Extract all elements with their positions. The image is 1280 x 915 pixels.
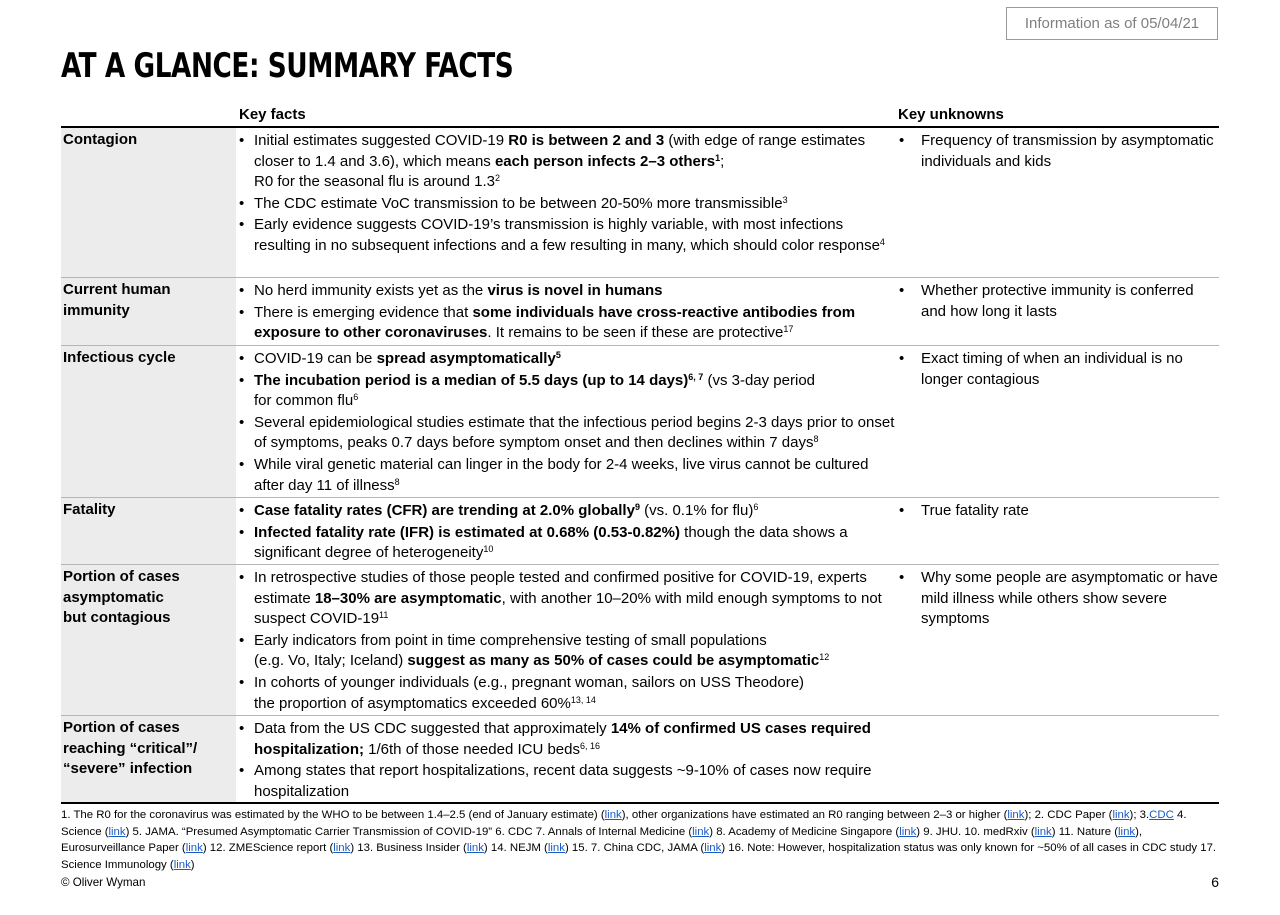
key-facts-cell (239, 568, 899, 715)
source-link[interactable]: link (1034, 825, 1052, 838)
source-link[interactable]: link (1007, 809, 1025, 821)
row-category-label: Fatality (63, 501, 116, 518)
source-link[interactable]: link (704, 842, 722, 855)
source-link[interactable]: link (333, 842, 351, 855)
source-link[interactable]: link (604, 809, 622, 821)
table-row-asymptomatic (61, 565, 1219, 716)
page-number: 6 (1211, 874, 1219, 890)
unknown-bullet: • Frequency of transmission by asymptomatic individuals and kids (898, 131, 1218, 172)
row-category-label: Portion of cases (63, 568, 180, 585)
key-facts-cell (239, 719, 899, 803)
fact-bullet: • Initial estimates suggested COVID-19 R0 is between 2 and 3 (with edge of range estimates closer to 1.4 and 3.6), which means each person infects 2–3 others$^1$; R0 for the seasonal flu is around $1.3^2$ (239, 131, 899, 193)
fact-bullet: • No herd immunity exists yet as the virus is novel in humans (239, 281, 899, 302)
fact-bullet: • Case fatality rates (CFR) are trending at 2.0% globally$^9$ (vs. 0.1% for flu)$^6$ (239, 501, 899, 522)
row-category (61, 346, 236, 497)
key-unknowns-cell (898, 501, 1218, 523)
key-unknowns-cell (898, 281, 1218, 323)
key-facts-cell (239, 501, 899, 565)
row-category (61, 716, 236, 802)
source-link[interactable]: link (1118, 825, 1136, 838)
row-category (61, 565, 236, 715)
fact-bullet: • In retrospective studies of those people tested and confirmed positive for COVID-19, experts estimate 18–30% are asymptomatic, with another 10–20% with mild enough symptoms to not suspect COVID-$19^{11}$ (239, 568, 899, 630)
source-link[interactable]: link (173, 858, 191, 871)
key-unknowns-cell (898, 349, 1218, 391)
fact-bullet: • The incubation period is a median of 5.5 days (up to 14 days)$^{6, 7}$ (vs 3-day period for common flu$^6$ (239, 371, 899, 412)
footnotes: 1. The R0 for the coronavirus was estimated by the WHO to be between 1.4–2.5 (end of January estimate) (link), other organizations have estimated an R0 ranging between 2–3 or higher (link); 2. CDC Paper (link); 3.CDC 4. Science (link) 5. JAMA. “Presumed Asymptomatic Carrier Transmission of COVID-19” 6. CDC 7. Annals of Internal Medicine (link) 8. Academy of Medicine Singapore (link) 9. JHU. 10. medRxiv (link) 11. Nature (link), Eurosurveillance Paper (link) 12. ZMEScience report (link) 13. Business Insider (link) 14. NEJM (link) 15. 7. China CDC, JAMA (link) 16. Note: However, hospitalization status was only known for ~50% of all cases in CDC study 17. Science Immunology (link) (61, 809, 1217, 871)
fact-bullet: • While viral genetic material can linger in the body for 2-4 weeks, live virus cannot be cultured after day 11 of illness$^8$ (239, 455, 899, 496)
row-category-label: “severe” infection (63, 760, 193, 778)
source-link[interactable]: link (466, 842, 484, 855)
fact-bullet: • Early indicators from point in time comprehensive testing of small populations (e.g. Vo, Italy; Iceland) suggest as many as 50% of cases could be asymptomatic$^{12}$ (239, 631, 899, 672)
information-date-label: Information as of 05/04/21 (1024, 15, 1200, 32)
summary-table (61, 128, 1219, 804)
table-row-critical-severe (61, 716, 1219, 804)
key-facts-cell (239, 281, 899, 345)
source-link[interactable]: link (108, 825, 126, 838)
source-link[interactable]: link (899, 825, 917, 838)
row-category-label: reaching “critical”/ (63, 739, 198, 757)
source-link[interactable]: link (547, 842, 565, 855)
source-link[interactable]: link (185, 842, 203, 855)
fact-bullet: • The CDC estimate VoC transmission to be between 20-50% more transmissible$^3$ (239, 194, 899, 215)
row-category-label: Infectious cycle (63, 349, 176, 366)
row-category-label: immunity (63, 301, 130, 319)
row-category-label: Contagion (63, 131, 138, 148)
fact-bullet: • COVID-19 can be spread asymptomatically$^5$ (239, 349, 899, 370)
fact-bullet: • There is emerging evidence that some individuals have cross-reactive antibodies from exposure to other coronaviruses. It remains to be seen if these are protective$^{17}$ (239, 303, 899, 344)
source-link[interactable]: link (692, 825, 710, 838)
fact-bullet: • Data from the US CDC suggested that approximately 14% of confirmed US cases required hospitalization; 1/6th of those needed ICU beds$^{6, 16}$ (239, 719, 899, 760)
row-category (61, 128, 236, 277)
row-category (61, 498, 236, 564)
key-facts-cell (239, 131, 899, 258)
key-facts-header: Key facts (239, 106, 306, 123)
row-category-label: but contagious (63, 609, 171, 627)
key-unknowns-cell (898, 568, 1218, 631)
copyright: © Oliver Wyman (61, 876, 146, 889)
fact-bullet: • Infected fatality rate (IFR) is estimated at 0.68% (0.53-0.82%) though the data shows a significant degree of heterogeneity$^{10}$ (239, 523, 899, 564)
key-unknowns-cell (898, 131, 1218, 173)
row-category (61, 278, 236, 345)
fact-bullet: • Early evidence suggests COVID-19’s transmission is highly variable, with most infections resulting in no subsequent infections and a few resulting in many, which should color response$^4$ (239, 215, 899, 256)
fact-bullet: • Among states that report hospitalizations, recent data suggests ~9-10% of cases now require hospitalization (239, 761, 899, 802)
row-category-label: Current human (63, 281, 171, 298)
unknown-bullet: • Whether protective immunity is conferred and how long it lasts (898, 281, 1218, 322)
fact-bullet: • In cohorts of younger individuals (e.g., pregnant woman, sailors on USS Theodore) the proportion of asymptomatics exceeded 60%$^{13, 14}$ (239, 673, 899, 714)
unknown-bullet: • True fatality rate (898, 501, 1218, 522)
page-title: AT A GLANCE: SUMMARY FACTS (61, 46, 514, 86)
fact-bullet: • Several epidemiological studies estimate that the infectious period begins 2-3 days prior to onset of symptoms, peaks 0.7 days before symptom onset and then declines within 7 days$^8$ (239, 413, 899, 454)
key-unknowns-header: Key unknowns (898, 106, 1004, 123)
key-facts-cell (239, 349, 899, 497)
information-date-box (1006, 7, 1218, 40)
source-link[interactable]: link (1112, 809, 1130, 821)
source-link[interactable]: CDC (1149, 809, 1174, 821)
table-row-contagion (61, 128, 1219, 278)
row-category-label: Portion of cases (63, 719, 180, 736)
row-category-label: asymptomatic (63, 588, 164, 606)
unknown-bullet: • Exact timing of when an individual is no longer contagious (898, 349, 1218, 390)
table-row-immunity (61, 278, 1219, 346)
table-row-fatality (61, 498, 1219, 565)
table-row-infectious-cycle (61, 346, 1219, 498)
unknown-bullet: • Why some people are asymptomatic or have mild illness while others show severe symptoms (898, 568, 1218, 630)
